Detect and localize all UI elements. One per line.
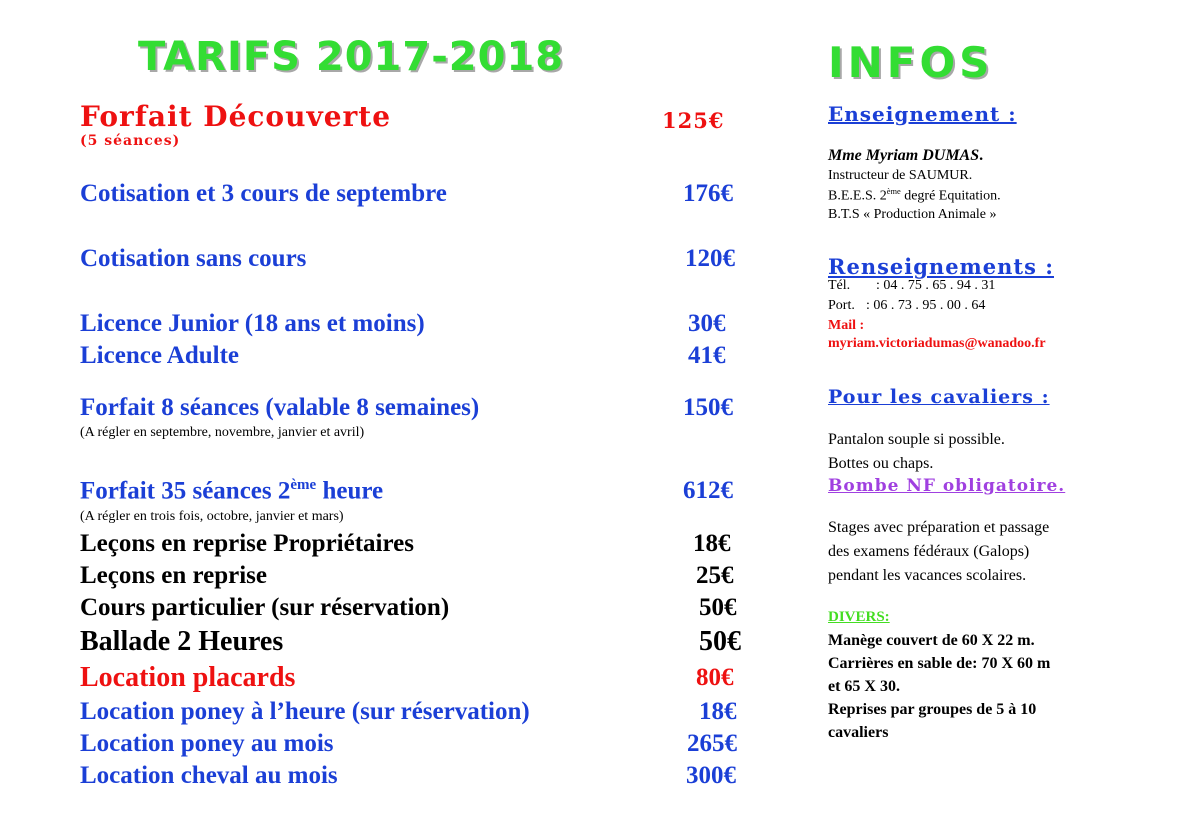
poney-mois-label: Location poney au mois bbox=[80, 730, 334, 757]
lecons-price: 25€ bbox=[696, 562, 734, 589]
tel-value: : 04 . 75 . 65 . 94 . 31 bbox=[876, 278, 996, 293]
licence-junior-price: 30€ bbox=[688, 310, 726, 337]
enseignement-heading: Enseignement : bbox=[828, 102, 1017, 126]
licence-junior-label: Licence Junior (18 ans et moins) bbox=[80, 310, 425, 337]
tarifs-title: TARIFS 2017-2018 bbox=[138, 34, 565, 80]
cours-particulier-price: 50€ bbox=[699, 594, 737, 621]
cheval-mois-label: Location cheval au mois bbox=[80, 762, 338, 789]
divers-line1: Manège couvert de 60 X 22 m. bbox=[828, 632, 1035, 649]
bombe-obligatoire: Bombe NF obligatoire. bbox=[828, 476, 1066, 496]
divers-line4: Reprises par groupes de 5 à 10 bbox=[828, 701, 1037, 718]
cavaliers-line2: Bottes ou chaps. bbox=[828, 455, 934, 472]
lecons-proprio-label: Leçons en reprise Propriétaires bbox=[80, 530, 414, 557]
licence-adulte-label: Licence Adulte bbox=[80, 342, 240, 369]
mail-value[interactable]: myriam.victoriadumas@wanadoo.fr bbox=[828, 336, 1046, 351]
ballade-price: 50€ bbox=[699, 626, 741, 657]
enseignement-line3: B.T.S « Production Animale » bbox=[828, 207, 997, 222]
port-value: : 06 . 73 . 95 . 00 . 64 bbox=[866, 298, 986, 313]
instructor-name: Mme Myriam DUMAS. bbox=[828, 147, 984, 164]
forfait35-label: Forfait 35 séances 2ème heure bbox=[80, 477, 384, 505]
divers-line5: cavaliers bbox=[828, 724, 889, 741]
lecons-proprio-price: 18€ bbox=[693, 530, 731, 557]
stages-line3: pendant les vacances scolaires. bbox=[828, 567, 1027, 584]
forfait35-note: (A régler en trois fois, octobre, janvier et mars) bbox=[80, 509, 344, 524]
divers-line2: Carrières en sable de: 70 X 60 m bbox=[828, 655, 1051, 672]
tel-label: Tél. bbox=[828, 278, 851, 293]
port-label: Port. bbox=[828, 298, 855, 313]
mail-label: Mail : bbox=[828, 318, 865, 333]
poney-mois-price: 265€ bbox=[687, 730, 737, 757]
divers-heading: DIVERS: bbox=[828, 609, 890, 625]
forfait8-label: Forfait 8 séances (valable 8 semaines) bbox=[80, 394, 480, 421]
poney-heure-label: Location poney à l’heure (sur réservation) bbox=[80, 698, 530, 725]
poney-heure-price: 18€ bbox=[699, 698, 737, 725]
renseignements-heading: Renseignements : bbox=[828, 254, 1054, 279]
placards-price: 80€ bbox=[696, 664, 734, 691]
decouverte-price: 125€ bbox=[662, 108, 725, 133]
decouverte-label: Forfait Découverte bbox=[80, 100, 392, 133]
forfait35-price: 612€ bbox=[683, 477, 733, 504]
forfait8-price: 150€ bbox=[683, 394, 733, 421]
licence-adulte-price: 41€ bbox=[688, 342, 726, 369]
stages-line1: Stages avec préparation et passage bbox=[828, 519, 1050, 536]
cotisation3-label: Cotisation et 3 cours de septembre bbox=[80, 180, 447, 207]
cotisation3-price: 176€ bbox=[683, 180, 733, 207]
stages-line2: des examens fédéraux (Galops) bbox=[828, 543, 1030, 560]
placards-label: Location placards bbox=[80, 662, 296, 693]
cours-particulier-label: Cours particulier (sur réservation) bbox=[80, 594, 450, 621]
cotisation-sans-label: Cotisation sans cours bbox=[80, 245, 307, 272]
decouverte-note: (5 séances) bbox=[80, 133, 181, 149]
cavaliers-heading: Pour les cavaliers : bbox=[828, 386, 1050, 408]
cotisation-sans-price: 120€ bbox=[685, 245, 735, 272]
divers-line3: et 65 X 30. bbox=[828, 678, 900, 695]
enseignement-line1: Instructeur de SAUMUR. bbox=[828, 168, 973, 183]
enseignement-line2: B.E.E.S. 2ème degré Equitation. bbox=[828, 187, 1001, 204]
ballade-label: Ballade 2 Heures bbox=[80, 626, 284, 657]
lecons-label: Leçons en reprise bbox=[80, 562, 268, 589]
infos-title: INFOS bbox=[828, 38, 994, 87]
forfait8-note: (A régler en septembre, novembre, janvier et avril) bbox=[80, 425, 365, 440]
cheval-mois-price: 300€ bbox=[686, 762, 736, 789]
cavaliers-line1: Pantalon souple si possible. bbox=[828, 431, 1005, 448]
